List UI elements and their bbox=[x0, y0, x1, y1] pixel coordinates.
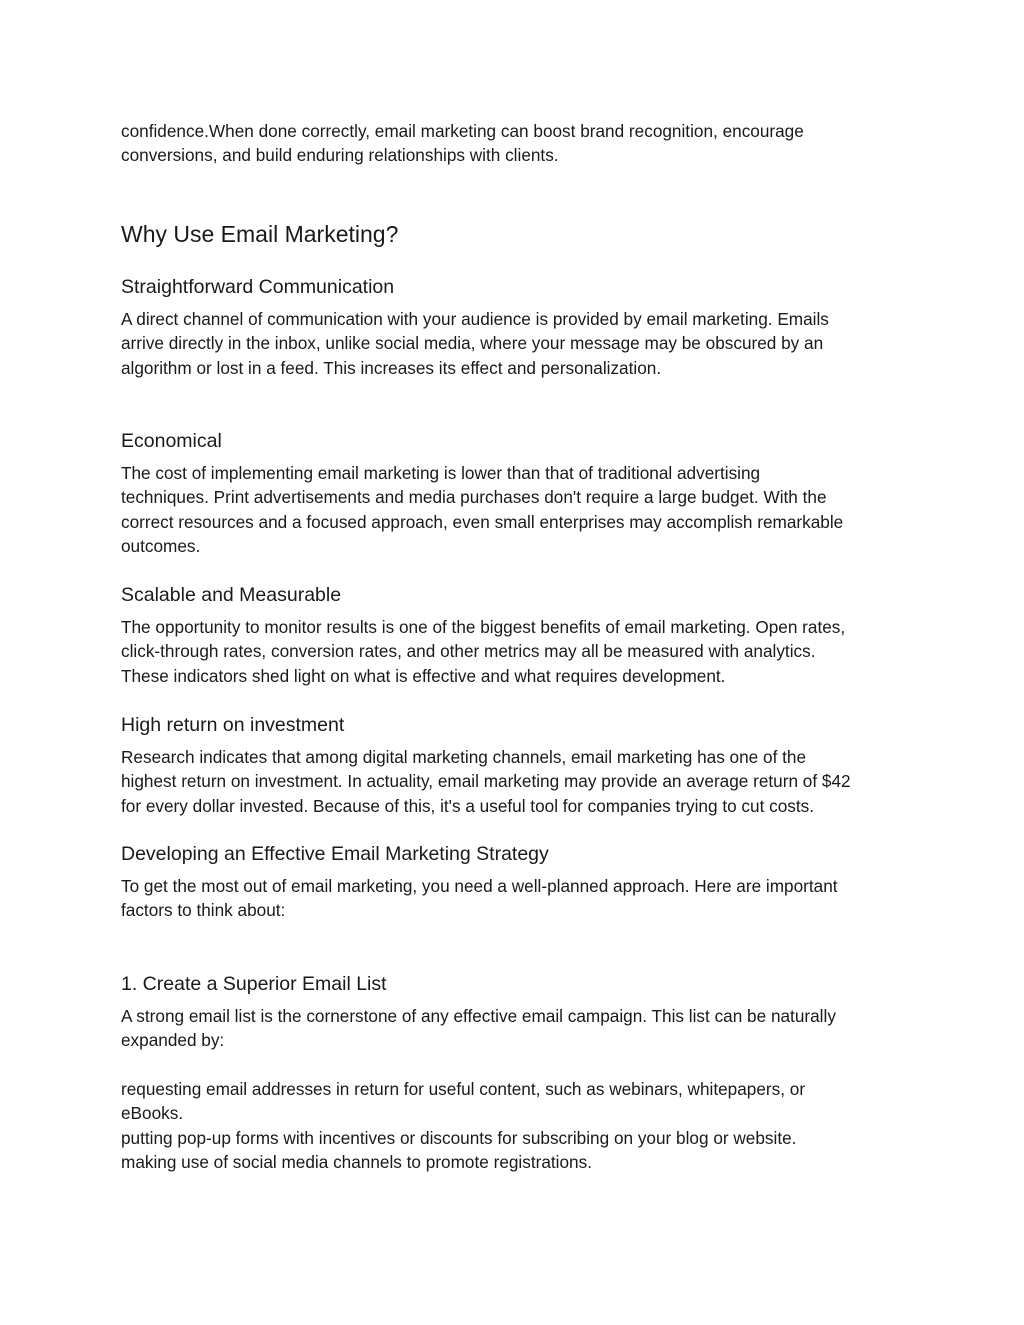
list-item: eBooks. bbox=[121, 1103, 184, 1124]
list-item: requesting email addresses in return for useful content, such as webinars, whitepapers, or bbox=[121, 1079, 806, 1099]
paragraph-line: The cost of implementing email marketing is lower than that of traditional advertising bbox=[121, 463, 761, 483]
section-title-straightforward-communication: Straightforward Communication bbox=[121, 276, 395, 298]
section-paragraph bbox=[121, 745, 911, 818]
section-title-developing-strategy: Developing an Effective Email Marketing Strategy bbox=[121, 843, 549, 865]
paragraph-line: correct resources and a focused approach, even small enterprises may accomplish remarkable bbox=[121, 511, 844, 532]
paragraph-line: arrive directly in the inbox, unlike social media, where your message may be obscured by an bbox=[121, 333, 824, 354]
paragraph-line: techniques. Print advertisements and media purchases don't require a large budget. With the bbox=[121, 487, 827, 508]
section-paragraph bbox=[121, 615, 911, 688]
paragraph-line: for every dollar invested. Because of this, it's a useful tool for companies trying to cut costs. bbox=[121, 795, 815, 816]
list-item: putting pop-up forms with incentives or discounts for subscribing on your blog or website. bbox=[121, 1127, 797, 1148]
section-title-create-email-list: 1. Create a Superior Email List bbox=[121, 973, 387, 995]
section-paragraph bbox=[121, 874, 911, 923]
paragraph-line: outcomes. bbox=[121, 535, 201, 556]
list-paragraph bbox=[121, 1077, 911, 1174]
paragraph-line: A strong email list is the cornerstone of any effective email campaign. This list can be naturally bbox=[121, 1006, 836, 1026]
section-paragraph bbox=[121, 307, 911, 380]
section-title-high-return-on-investment: High return on investment bbox=[121, 714, 345, 736]
paragraph-line: algorithm or lost in a feed. This increases its effect and personalization. bbox=[121, 357, 662, 378]
section-title-economical: Economical bbox=[121, 430, 222, 452]
intro-paragraph bbox=[121, 119, 911, 168]
paragraph-line: expanded by: bbox=[121, 1030, 225, 1051]
section-paragraph bbox=[121, 1004, 911, 1053]
page-heading: Why Use Email Marketing? bbox=[121, 221, 399, 247]
section-paragraph bbox=[121, 461, 911, 558]
section-title-scalable-and-measurable: Scalable and Measurable bbox=[121, 584, 342, 606]
list-item: making use of social media channels to promote registrations. bbox=[121, 1151, 592, 1172]
paragraph-line: click-through rates, conversion rates, and other metrics may all be measured with analytics. bbox=[121, 641, 816, 662]
paragraph-line: Research indicates that among digital marketing channels, email marketing has one of the bbox=[121, 747, 807, 767]
paragraph-line: To get the most out of email marketing, you need a well-planned approach. Here are important bbox=[121, 876, 838, 896]
paragraph-line: factors to think about: bbox=[121, 900, 286, 921]
intro-line: conversions, and build enduring relationships with clients. bbox=[121, 145, 559, 166]
paragraph-line: The opportunity to monitor results is one of the biggest benefits of email marketing. Open rates, bbox=[121, 617, 846, 637]
paragraph-line: A direct channel of communication with your audience is provided by email marketing. Emails bbox=[121, 309, 829, 329]
intro-line: confidence.When done correctly, email marketing can boost brand recognition, encourage bbox=[121, 121, 804, 141]
paragraph-line: These indicators shed light on what is effective and what requires development. bbox=[121, 665, 726, 686]
paragraph-line: highest return on investment. In actuality, email marketing may provide an average return of $42 bbox=[121, 771, 851, 792]
